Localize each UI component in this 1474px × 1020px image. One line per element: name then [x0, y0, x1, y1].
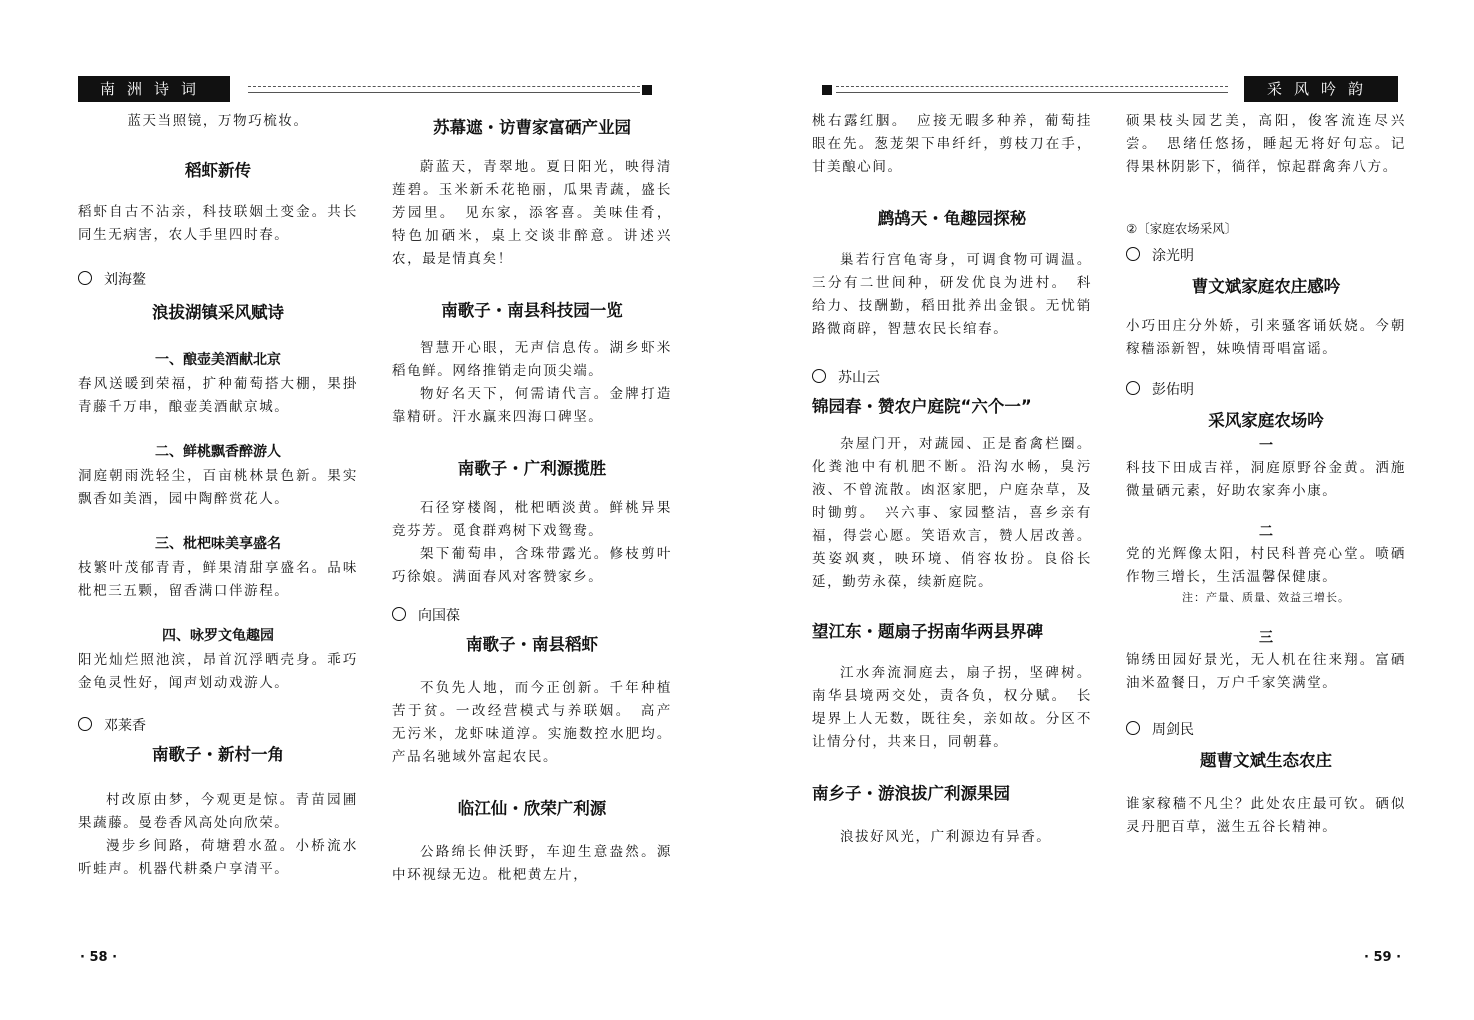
poem-text: 洞庭朝雨洗轻尘，百亩桃林景色新。果实飘香如美酒，园中陶醉赏花人。 — [78, 468, 358, 507]
poem-title: 南歌子・南县稻虾 — [466, 635, 598, 654]
poem-subtitle: 二、鲜桃飘香醉游人 — [155, 444, 281, 460]
poem-text: 小巧田庄分外娇，引来骚客诵妖娆。今朝稼穑添新智，妹唤情哥唱富谣。 — [1126, 318, 1406, 357]
circle-icon — [1126, 381, 1140, 395]
poem-number: 一 — [1259, 438, 1273, 454]
poem-text: 锦绣田园好景光，无人机在往来翔。富硒油米盈餐日，万户千家笑满堂。 — [1126, 652, 1406, 691]
poem-text: 科技下田成吉祥，洞庭原野谷金黄。洒施微量硒元素，好助农家奔小康。 — [1126, 460, 1406, 499]
poem-title: 南歌子・广利源揽胜 — [457, 459, 607, 478]
poem-text: 党的光辉像太阳，村民科普亮心堂。喷硒作物三增长，生活温馨保健康。 — [1126, 546, 1406, 585]
header-rule-right-lower — [836, 92, 1228, 93]
poem-text: 浪拔好风光，广利源边有异香。 — [840, 829, 1052, 845]
author-name: 苏山云 — [838, 370, 880, 386]
poem-text: 江水奔流洞庭去，扇子拐，坚碑树。南华县境两交处，责各负，权分赋。 长堤界上人无数，既往矣，亲如故。分区不让情分付，共来日，同朝暮。 — [812, 665, 1092, 750]
poem-title: 望江东・题扇子拐南华两县界碑 — [812, 622, 1043, 641]
header-title-right: 采风吟韵 — [1244, 76, 1398, 102]
author-name: 刘海鳌 — [104, 272, 146, 288]
author — [392, 605, 672, 625]
poem-number: 三 — [1259, 630, 1273, 646]
poem-number: 二 — [1259, 524, 1273, 540]
poem-subtitle: 一、酿壶美酒献北京 — [155, 352, 281, 368]
poem-title: 南歌子・新村一角 — [152, 745, 284, 764]
header-rule-left — [248, 86, 640, 87]
poem-title: 稻虾新传 — [185, 161, 251, 180]
author-name: 涂光明 — [1152, 248, 1194, 264]
column-3 — [812, 110, 1092, 849]
author-name: 彭佑明 — [1152, 382, 1194, 398]
author — [812, 367, 1092, 387]
circle-icon — [1126, 721, 1140, 735]
poem-title: 采风家庭农场吟 — [1208, 411, 1324, 430]
poem-subtitle: 三、枇杷味美享盛名 — [155, 536, 281, 552]
poem-text: 石径穿楼阁，枇杷晒淡黄。鲜桃异果竞芬芳。觅食群鸡树下戏鸳鸯。 — [392, 500, 672, 539]
poem-text: 桃右露红胭。 应接无暇多种养，葡萄挂眼在先。葱茏架下串纤纤，剪枝刀在手，甘美酿心间。 — [812, 113, 1092, 175]
poem-text: 硕果枝头园艺美，高阳，俊客流连尽兴尝。 思绪任悠扬，睡起无将好句忘。记得果林阴影下，徜徉，惊起群禽奔八方。 — [1126, 113, 1406, 175]
author — [78, 715, 358, 735]
poem-line: 蓝天当照镜，万物巧梳妆。 — [127, 113, 309, 129]
author — [78, 269, 358, 289]
poem-text: 不负先人地，而今正创新。千年种植苦于贫。一改经营模式与养联姻。 高产无污米，龙虾味道淳。实施数控水肥均。产品名驰域外富起农民。 — [392, 680, 672, 765]
header-rule-right — [836, 86, 1228, 87]
poem-text: 公路绵长伸沃野，车迎生意盎然。源中环视绿无边。枇杷黄左片， — [392, 844, 672, 883]
section-label: ②〔家庭农场采风〕 — [1126, 221, 1238, 236]
poem-title: 题曹文斌生态农庄 — [1200, 751, 1332, 770]
poem-text: 枝繁叶茂郁青青，鲜果清甜享盛名。品味枇杷三五颗，留香满口伴游程。 — [78, 560, 358, 599]
circle-icon — [78, 717, 92, 731]
poem-title: 临江仙・欣荣广利源 — [457, 799, 607, 818]
header-square-left — [642, 85, 652, 95]
poem-title: 浪拔湖镇采风赋诗 — [152, 303, 284, 322]
poem-text: 蔚蓝天，青翠地。夏日阳光，映得清莲碧。玉米新禾花艳丽，瓜果青蔬，盛长芳园里。 见东家，添客喜。美味佳肴，特色加硒米，桌上交谈非醉意。讲述兴农，最是情真矣！ — [392, 159, 672, 267]
header-rule-left-lower — [248, 92, 640, 93]
header-square-right — [822, 85, 832, 95]
poem-text: 漫步乡间路，荷塘碧水盈。小桥流水听蛙声。机器代耕桑户享清平。 — [78, 838, 358, 877]
poem-text: 谁家稼穑不凡尘？此处农庄最可钦。硒似灵丹肥百草，滋生五谷长精神。 — [1126, 796, 1406, 835]
author — [1126, 379, 1406, 399]
poem-text: 阳光灿烂照池滨，昂首沉浮晒壳身。乖巧金龟灵性好，闻声划动戏游人。 — [78, 652, 358, 691]
poem-text: 春风送暖到荣福，扩种葡萄搭大棚，果掛青藤千万串，酿壶美酒献京城。 — [78, 376, 358, 415]
poem-text: 物好名天下，何需请代言。金牌打造靠精研。汗水赢来四海口碑坚。 — [392, 386, 672, 425]
poem-text: 智慧开心眼，无声信息传。湖乡虾米稻龟鲜。网络推销走向顶尖端。 — [392, 340, 672, 379]
header-title-left: 南洲诗词 — [78, 76, 230, 102]
poem-subtitle: 四、咏罗文龟趣园 — [162, 628, 274, 644]
poem-text: 架下葡萄串，含珠带露光。修枝剪叶巧徐娘。满面春风对客赞家乡。 — [392, 546, 672, 585]
author-name: 邓莱香 — [104, 718, 146, 734]
poem-title: 南乡子・游浪拔广利源果园 — [812, 784, 1010, 803]
poem-title: 锦园春・赞农户庭院“六个一” — [812, 397, 1032, 416]
circle-icon — [392, 607, 406, 621]
column-2 — [392, 110, 672, 887]
poem-text: 稻虾自古不沾亲，科技联姻土变金。共长同生无病害，农人手里四时春。 — [78, 204, 358, 243]
author-name: 向国葆 — [418, 608, 460, 624]
circle-icon — [78, 271, 92, 285]
circle-icon — [812, 369, 826, 383]
poem-text: 村改原由梦，今观更是惊。青苗园圃果蔬藤。曼卷香风高处向欣荣。 — [78, 792, 358, 831]
poem-title: 鹧鸪天・龟趣园探秘 — [877, 209, 1027, 228]
poem-text: 杂屋门开，对蔬园、正是畜禽栏圈。化粪池中有机肥不断。沿沟水畅，臭污液、不曾流散。凼沤家肥，户庭杂草，及时锄剪。 兴六事、家园整洁，喜乡亲有福，得尝心愿。笑语欢言，赞人居改善。英姿飒爽，映环境、俏容妆扮。良俗长延，勤劳永葆，续新庭院。 — [812, 436, 1092, 590]
author — [1126, 719, 1406, 739]
page-number-right: · 59 · — [1364, 950, 1402, 965]
page-number-left: · 58 · — [80, 950, 118, 965]
column-4 — [1126, 110, 1406, 839]
poem-title: 苏幕遮・访曹家富硒产业园 — [433, 118, 631, 137]
column-1 — [78, 110, 358, 881]
author — [1126, 245, 1406, 265]
author-name: 周剑民 — [1152, 722, 1194, 738]
poem-note: 注：产量、质量、效益三增长。 — [1182, 591, 1350, 604]
poem-text: 巢若行宫龟寄身，可调食物可调温。三分有二世间种，研发优良为进村。 科给力、技酬勤，稻田批养出金银。无忧销路微商辟，智慧农民长绾春。 — [812, 252, 1092, 337]
circle-icon — [1126, 247, 1140, 261]
poem-title: 曹文斌家庭农庄感吟 — [1191, 277, 1341, 296]
poem-title: 南歌子・南县科技园一览 — [441, 301, 623, 320]
